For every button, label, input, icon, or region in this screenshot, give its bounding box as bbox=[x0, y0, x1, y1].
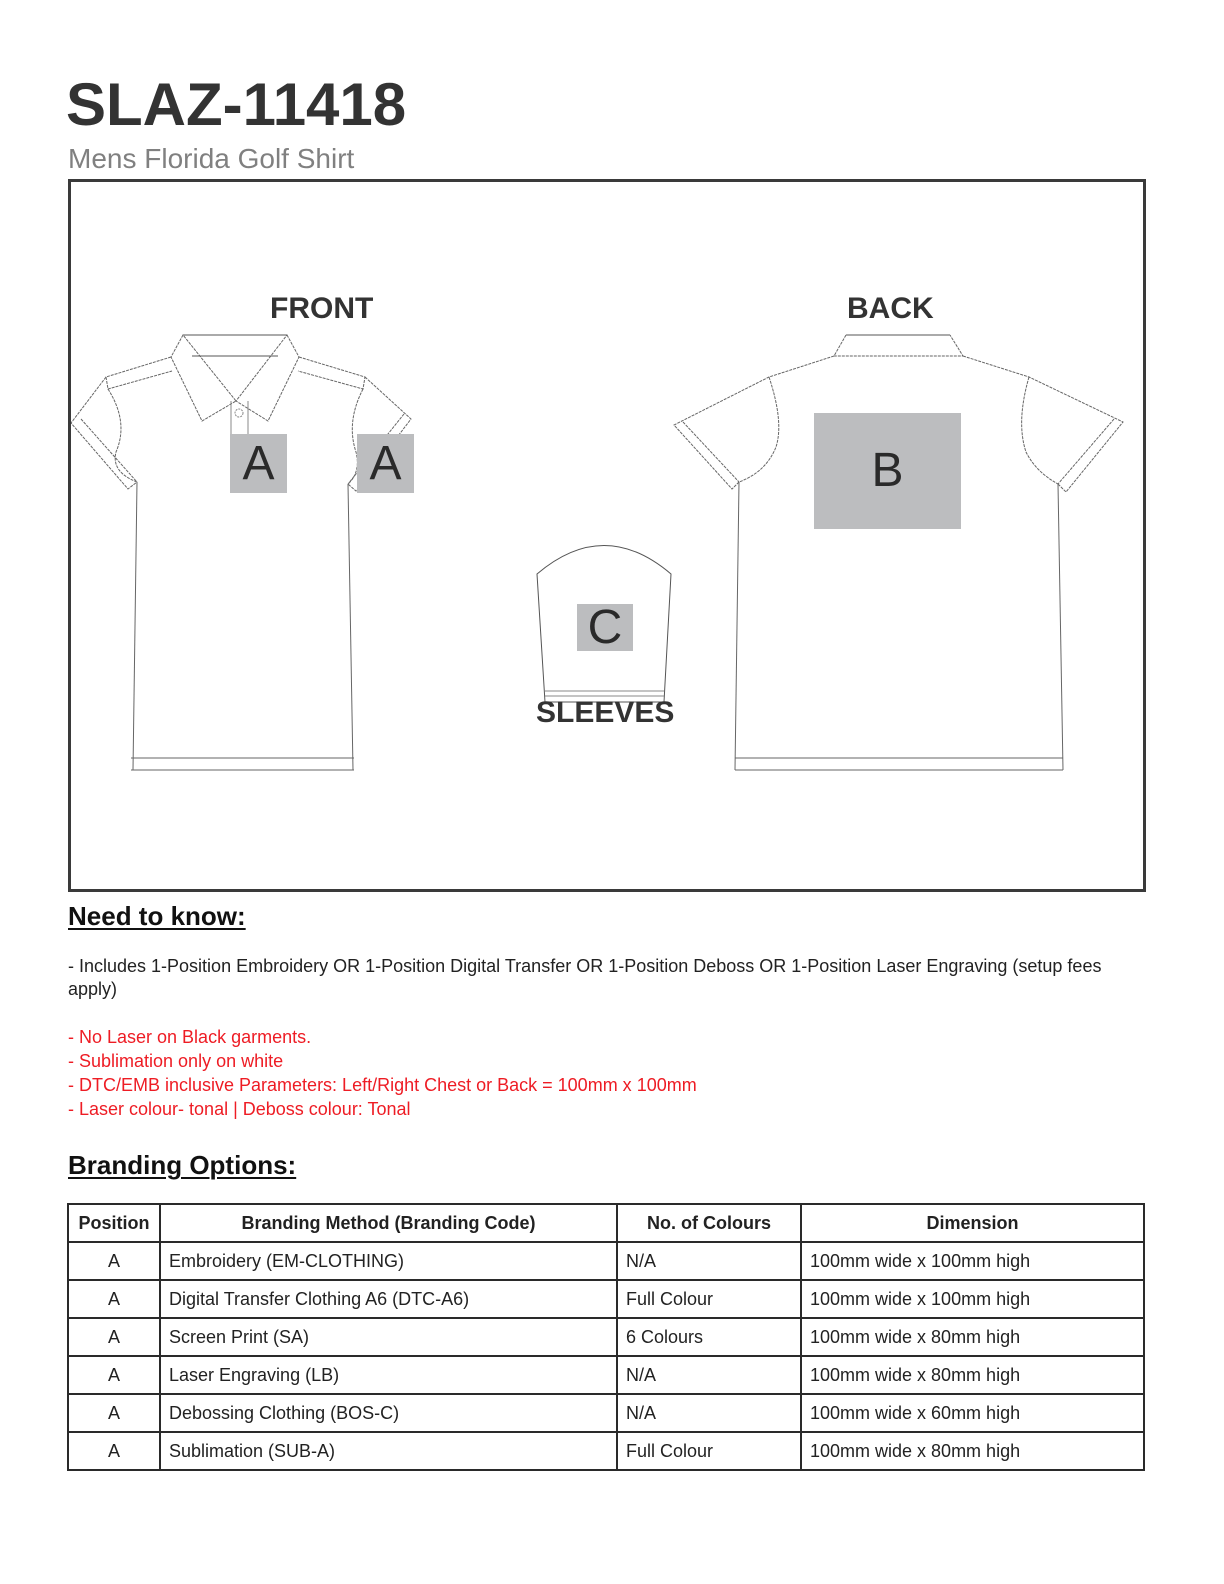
garment-drawings bbox=[71, 182, 1143, 889]
branding-zone-a-left: A bbox=[230, 434, 287, 493]
table-row bbox=[68, 1280, 1144, 1318]
cell-position: A bbox=[68, 1318, 160, 1356]
column-header-method: Branding Method (Branding Code) bbox=[160, 1204, 617, 1242]
cell-dimension: 100mm wide x 100mm high bbox=[801, 1280, 1144, 1318]
sleeves-view-label: SLEEVES bbox=[536, 696, 675, 729]
cell-colours: Full Colour bbox=[617, 1280, 801, 1318]
branding-zone-a-right: A bbox=[357, 434, 414, 493]
warning-item: - DTC/EMB inclusive Parameters: Left/Right Chest or Back = 100mm x 100mm bbox=[68, 1075, 697, 1095]
cell-method: Embroidery (EM-CLOTHING) bbox=[160, 1242, 617, 1280]
front-view-label: FRONT bbox=[270, 292, 374, 325]
back-shirt-outline bbox=[674, 335, 1123, 770]
cell-position: A bbox=[68, 1280, 160, 1318]
table-header-row bbox=[68, 1204, 1144, 1242]
cell-dimension: 100mm wide x 80mm high bbox=[801, 1432, 1144, 1470]
cell-dimension: 100mm wide x 80mm high bbox=[801, 1356, 1144, 1394]
cell-method: Debossing Clothing (BOS-C) bbox=[160, 1394, 617, 1432]
cell-method: Sublimation (SUB-A) bbox=[160, 1432, 617, 1470]
warning-item: - No Laser on Black garments. bbox=[68, 1027, 312, 1047]
back-view-label: BACK bbox=[847, 292, 934, 325]
need-to-know-heading: Need to know: bbox=[68, 901, 246, 931]
cell-position: A bbox=[68, 1394, 160, 1432]
cell-position: A bbox=[68, 1242, 160, 1280]
branding-options-heading: Branding Options: bbox=[68, 1150, 297, 1180]
cell-method: Digital Transfer Clothing A6 (DTC-A6) bbox=[160, 1280, 617, 1318]
branding-zone-c: C bbox=[577, 604, 633, 651]
cell-dimension: 100mm wide x 80mm high bbox=[801, 1318, 1144, 1356]
cell-dimension: 100mm wide x 60mm high bbox=[801, 1394, 1144, 1432]
artwork-frame bbox=[68, 179, 1146, 892]
table-row bbox=[68, 1432, 1144, 1470]
need-to-know-intro: - Includes 1-Position Embroidery OR 1-Position Digital Transfer OR 1-Position Deboss OR 1-Position Laser Engraving (setup fees apply) bbox=[68, 956, 1102, 999]
table-row bbox=[68, 1318, 1144, 1356]
cell-colours: Full Colour bbox=[617, 1432, 801, 1470]
cell-method: Screen Print (SA) bbox=[160, 1318, 617, 1356]
cell-colours: N/A bbox=[617, 1394, 801, 1432]
cell-colours: N/A bbox=[617, 1242, 801, 1280]
cell-method: Laser Engraving (LB) bbox=[160, 1356, 617, 1394]
warning-item: - Laser colour- tonal | Deboss colour: Tonal bbox=[68, 1099, 411, 1119]
cell-dimension: 100mm wide x 100mm high bbox=[801, 1242, 1144, 1280]
cell-colours: 6 Colours bbox=[617, 1318, 801, 1356]
cell-position: A bbox=[68, 1356, 160, 1394]
product-code: SLAZ-11418 bbox=[66, 71, 407, 138]
branding-zone-b: B bbox=[814, 413, 961, 529]
table-row bbox=[68, 1356, 1144, 1394]
product-name: Mens Florida Golf Shirt bbox=[68, 143, 355, 174]
front-shirt-outline bbox=[71, 335, 411, 770]
column-header-dimension: Dimension bbox=[801, 1204, 1144, 1242]
column-header-position: Position bbox=[68, 1204, 160, 1242]
cell-position: A bbox=[68, 1432, 160, 1470]
warnings-list bbox=[68, 1025, 697, 1121]
column-header-colours: No. of Colours bbox=[617, 1204, 801, 1242]
table-row bbox=[68, 1242, 1144, 1280]
table-row bbox=[68, 1394, 1144, 1432]
branding-options-table bbox=[67, 1203, 1145, 1471]
cell-colours: N/A bbox=[617, 1356, 801, 1394]
warning-item: - Sublimation only on white bbox=[68, 1051, 284, 1071]
